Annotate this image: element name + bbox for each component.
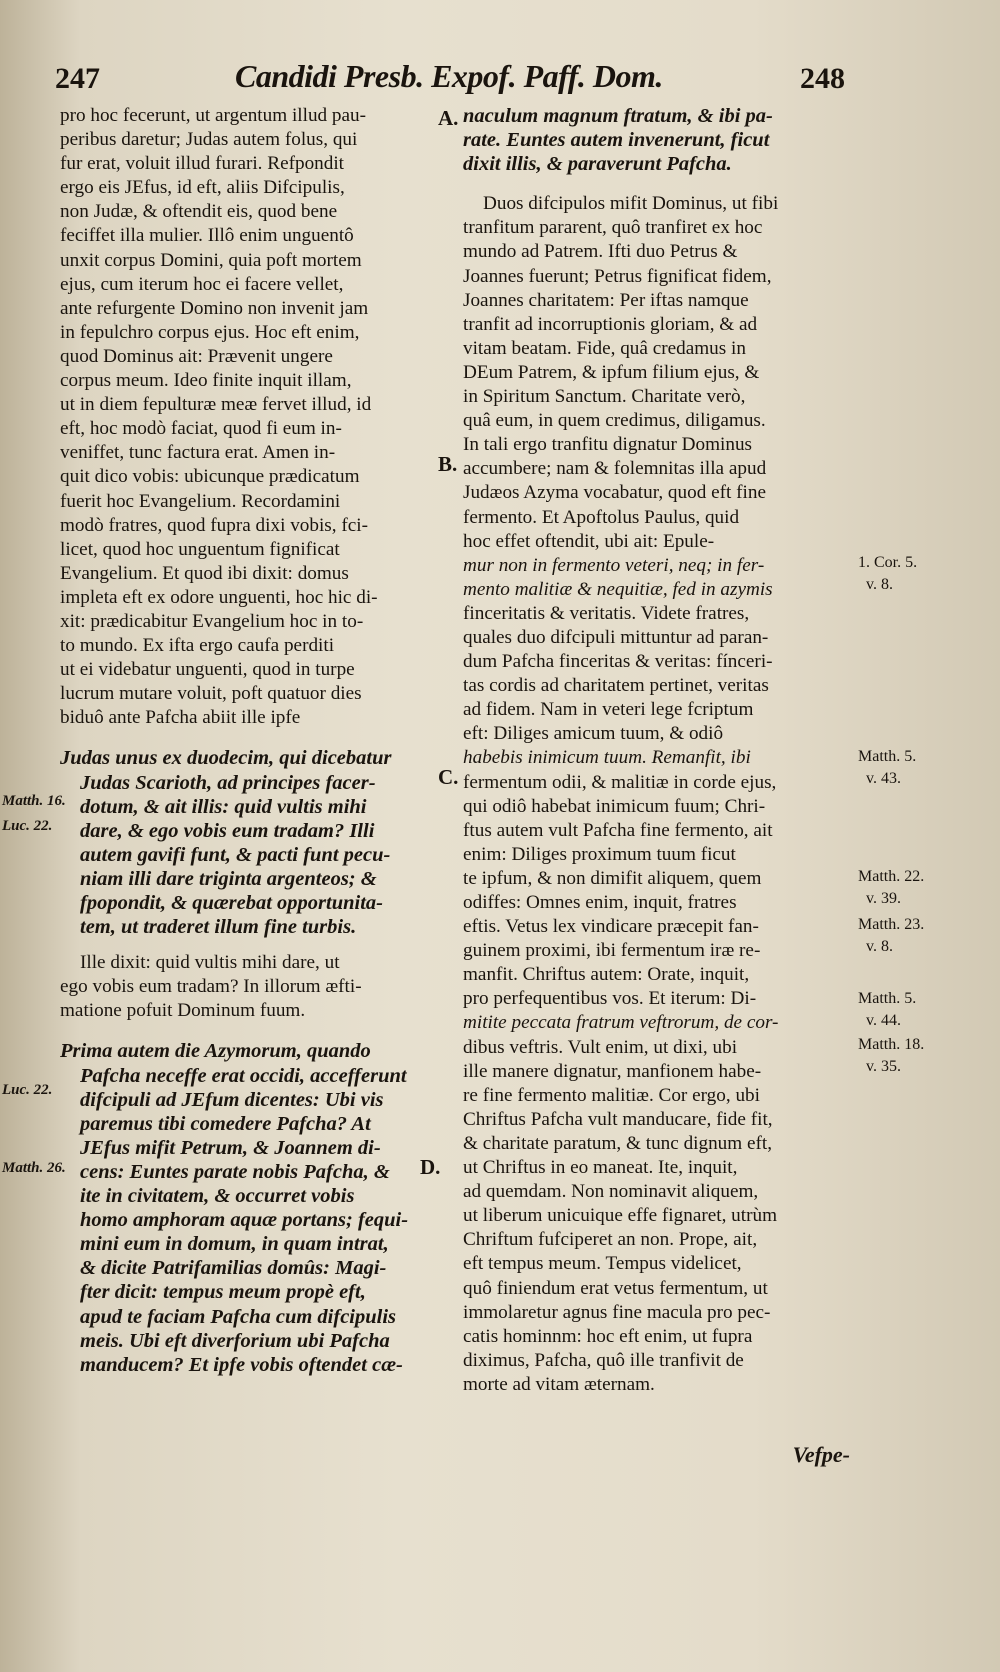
text-line: quô finiendum erat vetus fermentum, ut (463, 1277, 768, 1299)
text-line: ut in diem fepulturæ meæ fervet illud, id (60, 394, 372, 416)
text-line: finceritatis & veritatis. Videte fratres, (463, 602, 750, 624)
section-marker-d: D. (420, 1155, 441, 1179)
text-line: naculum magnum ftratum, & ibi pa- (463, 105, 773, 127)
text-line: Joannes fuerunt; Petrus fignificat fidem, (463, 265, 772, 287)
text-line: JEfus mifit Petrum, & Joannem di- (80, 1136, 381, 1159)
text-line: ejus, cum iterum hoc ei facere vellet, (60, 273, 344, 295)
text-line: rate. Euntes autem invenerunt, ficut (463, 129, 770, 152)
text-line: modò fratres, quod fupra dixi vobis, fci- (60, 514, 368, 536)
right-paragraph-1 (463, 192, 853, 1397)
text-line: unxit corpus Domini, quia poft mortem (60, 249, 362, 271)
text-line: quales duo difcipuli mittuntur ad paran- (463, 626, 769, 648)
text-line: ftus autem vult Pafcha fine fermento, ait (463, 819, 773, 841)
right-margin-note: v. 39. (866, 890, 901, 907)
left-paragraph-2 (60, 951, 444, 1023)
text-line: mento malitiæ & nequitiæ, fed in azymis (463, 578, 773, 600)
text-line: & charitate paratum, & tunc dignum eft, (463, 1132, 773, 1154)
text-line: dotum, & ait illis: quid vultis mihi (80, 795, 367, 818)
right-margin-note: v. 35. (866, 1058, 901, 1075)
text-line: dum Pafcha finceritas & veritas: fínceri- (463, 651, 773, 673)
right-margin-note: v. 8. (866, 938, 893, 955)
text-line: qui odiô habebat inimicum fuum; Chri- (463, 795, 766, 817)
left-scripture-2 (60, 1039, 444, 1376)
text-line: xit: prædicabitur Evangelium hoc in to- (60, 610, 364, 632)
text-line: tas cordis ad charitatem pertinet, veritas (463, 675, 769, 697)
left-margin-note: Luc. 22. (2, 1082, 53, 1098)
text-line: apud te faciam Pafcha cum difcipulis (80, 1305, 397, 1328)
text-line: In tali ergo tranfitu dignatur Dominus (463, 434, 753, 456)
right-margin-note: Matth. 22. (858, 868, 925, 885)
text-line: biduô ante Pafcha abiit ille ipfe (60, 707, 301, 729)
catchword: Vefpe- (792, 1442, 850, 1467)
text-line: licet, quod hoc unguentum fignificat (60, 538, 340, 560)
right-margin-note: Matth. 5. (858, 748, 917, 765)
text-line: vitam beatam. Fide, quâ credamus in (463, 337, 746, 359)
section-marker-c: C. (438, 765, 459, 789)
text-line: eftis. Vetus lex vindicare præcepit fan- (463, 916, 759, 938)
text-line: Joannes charitatem: Per iftas namque (463, 289, 749, 311)
left-scripture-1 (60, 746, 444, 939)
text-line: odiffes: Omnes enim, inquit, fratres (463, 892, 737, 913)
text-line: in Spiritum Sanctum. Charitate verò, (463, 386, 746, 408)
text-line: quâ eum, in quem credimus, diligamus. (463, 410, 766, 432)
text-line: accumbere; nam & folemnitas illa apud (463, 458, 767, 480)
text-line: habebis inimicum tuum. Remanfit, ibi (463, 747, 751, 769)
text-line: fpopondit, & quærebat opportunita- (80, 892, 383, 914)
running-title: Candidi Presb. Expof. Paff. Dom. (235, 58, 663, 94)
text-line: tranfit ad incorruptionis gloriam, & ad (463, 313, 758, 335)
text-line: re fine fermento malitiæ. Cor ergo, ubi (463, 1084, 760, 1106)
text-line: pro hoc fecerunt, ut argentum illud pau- (60, 105, 367, 126)
text-line: ante refurgente Domino non invenit jam (60, 297, 369, 319)
text-line: te ipfum, & non dimifit aliquem, quem (463, 867, 762, 889)
text-line: immolaretur agnus fine macula pro pec- (463, 1301, 771, 1323)
text-line: ut liberum unicuique effe fignaret, utrùm (463, 1205, 778, 1227)
page-number-right: 248 (800, 62, 845, 95)
text-line: veniffet, tunc factura erat. Amen in- (60, 442, 336, 464)
text-line: dibus veftris. Vult enim, ut dixi, ubi (463, 1036, 738, 1058)
text-line: & dicite Patrifamilias domûs: Magi- (80, 1257, 387, 1280)
text-line: hoc effet oftendit, ubi ait: Epule- (463, 530, 715, 552)
text-line: Judas unus ex duodecim, qui dicebatur (60, 747, 392, 770)
text-line: ad fidem. Nam in veteri lege fcriptum (463, 699, 754, 721)
text-line: pro perfequentibus vos. Et iterum: Di- (463, 988, 757, 1010)
text-line: manfit. Chriftus autem: Orate, inquit, (463, 964, 750, 986)
text-line: Judas Scarioth, ad principes facer- (80, 771, 376, 794)
text-line: lucrum mutare voluit, poft quatuor dies (60, 683, 362, 705)
text-line: diximus, Pafcha, quô ille tranfivit de (463, 1349, 744, 1371)
text-line: mini eum in domum, in quam intrat, (80, 1233, 389, 1256)
right-margin-note: Matth. 23. (858, 916, 925, 933)
text-line: morte ad vitam æternam. (463, 1373, 655, 1395)
right-margin-note: 1. Cor. 5. (858, 554, 918, 571)
text-line: Judæos Azyma vocabatur, quod eft fine (463, 482, 766, 504)
text-line: Duos difcipulos mifit Dominus, ut fibi (483, 193, 779, 215)
left-margin-note: Matth. 16. (2, 793, 66, 809)
left-margin-note: Matth. 26. (2, 1160, 66, 1176)
text-line: fter dicit: tempus meum propè eft, (80, 1281, 366, 1304)
text-line: paremus tibi comedere Pafcha? At (80, 1112, 371, 1135)
right-margin-note: v. 43. (866, 770, 901, 787)
text-line: catis hominnm: hoc eft enim, ut fupra (463, 1325, 753, 1347)
text-line: ut Chriftus in eo maneat. Ite, inquit, (463, 1157, 738, 1179)
text-line: cens: Euntes parate nobis Pafcha, & (80, 1160, 390, 1183)
text-line: fuerit hoc Evangelium. Recordamini (60, 490, 341, 512)
text-line: homo amphoram aquæ portans; fequi- (80, 1209, 409, 1232)
text-line: dixit illis, & paraverunt Pafcha. (463, 153, 732, 176)
text-line: mundo ad Patrem. Ifti duo Petrus & (463, 241, 738, 263)
right-margin-note: Matth. 5. (858, 990, 917, 1007)
text-line: corpus meum. Ideo finite inquit illam, (60, 370, 352, 392)
text-line: feciffet illa mulier. Illô enim unguentô (60, 225, 354, 247)
text-line: Ille dixit: quid vultis mihi dare, ut (80, 952, 340, 974)
text-line: ad quemdam. Non nominavit aliquem, (463, 1181, 759, 1203)
text-line: impleta eft ex odore unguenti, hoc hic di- (60, 586, 378, 608)
text-line: difcipuli ad JEfum dicentes: Ubi vis (80, 1088, 384, 1111)
text-line: ergo eis JEfus, id eft, aliis Difcipulis, (60, 177, 345, 199)
right-margin-note: Matth. 18. (858, 1036, 925, 1053)
text-line: Chriftum fufciperet an non. Prope, ait, (463, 1229, 758, 1251)
text-line: in fepulchro corpus ejus. Hoc eft enim, (60, 321, 360, 343)
text-line: to mundo. Ex ifta ergo caufa perditi (60, 635, 335, 657)
text-line: ille manere dignatur, manfionem habe- (463, 1060, 762, 1082)
page-header (55, 58, 845, 104)
text-line: mitite peccata fratrum veftrorum, de cor- (463, 1012, 779, 1034)
text-line: Chriftus Pafcha vult manducare, fide fit, (463, 1108, 773, 1130)
text-line: tem, ut traderet illum fine turbis. (80, 916, 357, 939)
text-line: eft: Diliges amicum tuum, & odiô (463, 723, 724, 745)
text-line: ite in civitatem, & occurret vobis (80, 1185, 355, 1208)
text-line: meis. Ubi eft diverforium ubi Pafcha (80, 1329, 390, 1352)
left-paragraph-1 (60, 104, 444, 730)
text-line: matione pofuit Dominum fuum. (60, 1000, 306, 1022)
text-line: enim: Diliges proximum tuum ficut (463, 843, 736, 865)
left-column (60, 104, 444, 1377)
text-line: non Judæ, & oftendit eis, quod bene (60, 201, 338, 223)
text-line: dare, & ego vobis eum tradam? Illi (80, 819, 375, 842)
text-line: Evangelium. Et quod ibi dixit: domus (60, 562, 349, 584)
left-margin-note: Luc. 22. (2, 818, 53, 834)
text-line: autem gavifi funt, & pacti funt pecu- (80, 843, 391, 866)
text-line: peribus daretur; Judas autem folus, qui (60, 129, 358, 151)
text-line: Prima autem die Azymorum, quando (60, 1040, 371, 1063)
right-scripture-continued (463, 104, 853, 176)
section-marker-a: A. (438, 106, 459, 130)
text-line: ego vobis eum tradam? In illorum æfti- (60, 976, 362, 998)
text-line: fur erat, voluit illud furari. Refpondit (60, 153, 345, 175)
text-line: guinem proximi, ibi fermentum iræ re- (463, 940, 761, 962)
text-line: ut ei videbatur unguenti, quod in turpe (60, 659, 355, 681)
text-line: niam illi dare triginta argenteos; & (80, 867, 377, 890)
text-line: manducem? Et ipfe vobis oftendet cæ- (80, 1353, 403, 1376)
text-line: quit dico vobis: ubicunque prædicatum (60, 466, 360, 488)
text-line: DEum Patrem, & ipfum filium ejus, & (463, 361, 760, 383)
text-line: tranfitum pararent, quô tranfiret ex hoc (463, 217, 763, 239)
section-marker-b: B. (438, 452, 458, 476)
text-line: fermento. Et Apoftolus Paulus, quid (463, 506, 740, 528)
right-margin-note: v. 44. (866, 1012, 901, 1029)
text-line: Pafcha neceffe erat occidi, accefferunt (80, 1064, 407, 1087)
text-line: fermentum odii, & malitiæ in corde ejus, (463, 771, 777, 793)
page-number-left: 247 (55, 62, 100, 95)
right-margin-note: v. 8. (866, 576, 893, 593)
text-line: mur non in fermento veteri, neq; in fer- (463, 554, 765, 576)
right-column (463, 104, 853, 1397)
text-line: eft, hoc modò faciat, quod fi eum in- (60, 418, 342, 440)
text-line: quod Dominus ait: Prævenit ungere (60, 345, 333, 367)
text-line: eft tempus meum. Tempus videlicet, (463, 1253, 742, 1275)
